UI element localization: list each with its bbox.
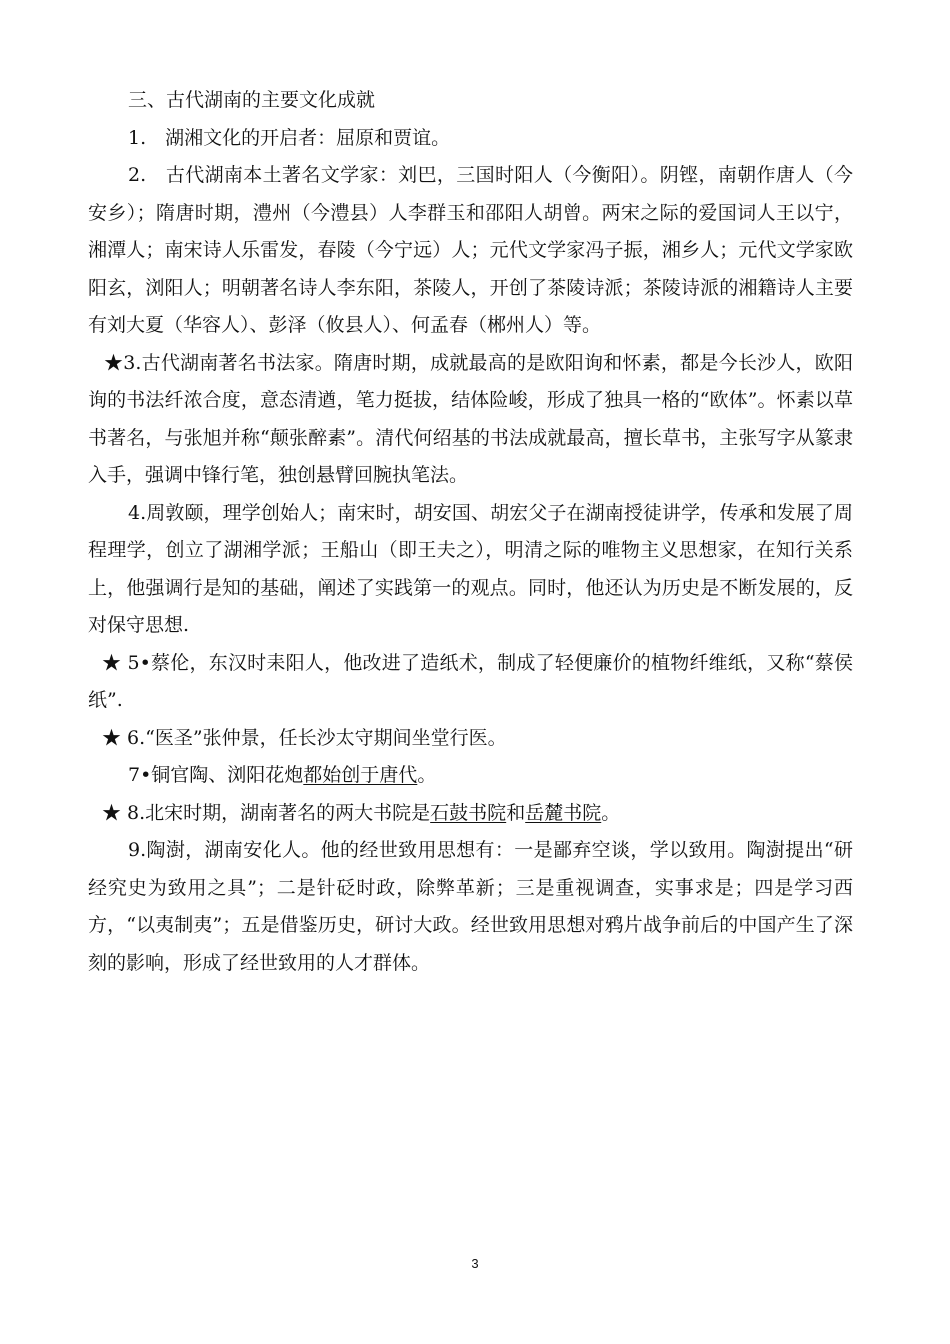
- page-number: 3: [471, 1256, 479, 1271]
- item-8: [88, 795, 853, 833]
- item-8-end: 。: [601, 801, 621, 824]
- item-6: ★ 6.“医圣”张仲景，任长沙太守期间坐堂行医。: [102, 726, 507, 749]
- item-3: ★3.古代湖南著名书法家。隋唐时期，成就最高的是欧阳询和怀素，都是今长沙人，欧阳询的书法纤浓合度，意态清遒，笔力挺拔，结体险峻，形成了独具一格的“欧体”。怀素以草书著名，与张旭并称“颠张醉素”。清代何绍基的书法成就最高，擅长草书，主张写字从篆隶入手，强调中锋行笔，独创悬臂回腕执笔法。: [88, 351, 853, 486]
- section-heading: 三、古代湖南的主要文化成就: [128, 89, 376, 111]
- item-7: [88, 757, 853, 795]
- item-1: 1. 湖湘文化的开启者：屈原和贾谊。: [128, 126, 451, 149]
- item-8-text: ★ 8.北宋时期，湖南著名的两大书院是: [102, 801, 431, 824]
- item-7-text: 7•铜官陶、浏阳花炮: [128, 764, 304, 786]
- document-body: [88, 82, 853, 982]
- item-2: 2. 古代湖南本土著名文学家：刘巴，三国时阳人（今衡阳）。阴铿，南朝作唐人（今安乡）；隋唐时期，澧州（今澧县）人李群玉和邵阳人胡曾。两宋之际的爱国词人王以宁，湘潭人；南宋诗人乐雷发，春陵（今宁远）人；元代文学家冯子振，湘乡人；元代文学家欧阳玄，浏阳人；明朝著名诗人李东阳，茶陵人，开创了茶陵诗派；茶陵诗派的湘籍诗人主要有刘大夏（华容人）、彭泽（攸县人）、何孟春（郴州人）等。: [88, 164, 853, 336]
- item-9: 9.陶澍，湖南安化人。他的经世致用思想有：一是鄙弃空谈，学以致用。陶澍提出“研经究史为致用之具”；二是针砭时政，除弊革新；三是重视调查，实事求是；四是学习西方，“以夷制夷”；五是借鉴历史，研讨大政。经世致用思想对鸦片战争前后的中国产生了深刻的影响，形成了经世致用的人才群体。: [88, 839, 853, 974]
- item-8-connector: 和: [506, 801, 526, 824]
- item-4: 4.周敦颐，理学创始人；南宋时，胡安国、胡宏父子在湖南授徒讲学，传承和发展了周程理学，创立了湖湘学派；王船山（即王夫之），明清之际的唯物主义思想家，在知行关系上，他强调行是知的基础，阐述了实践第一的观点。同时，他还认为历史是不断发展的，反对保守思想.: [88, 501, 853, 636]
- item-7-underlined: 都始创于唐代: [303, 764, 418, 786]
- item-7-end: 。: [417, 764, 437, 786]
- item-5: ★ 5•蔡伦，东汉时耒阳人，他改进了造纸术，制成了轻便廉价的植物纤维纸，又称“蔡侯纸”.: [88, 651, 853, 711]
- item-8-academy-1: 石鼓书院: [430, 801, 507, 824]
- item-8-academy-2: 岳麓书院: [525, 801, 602, 824]
